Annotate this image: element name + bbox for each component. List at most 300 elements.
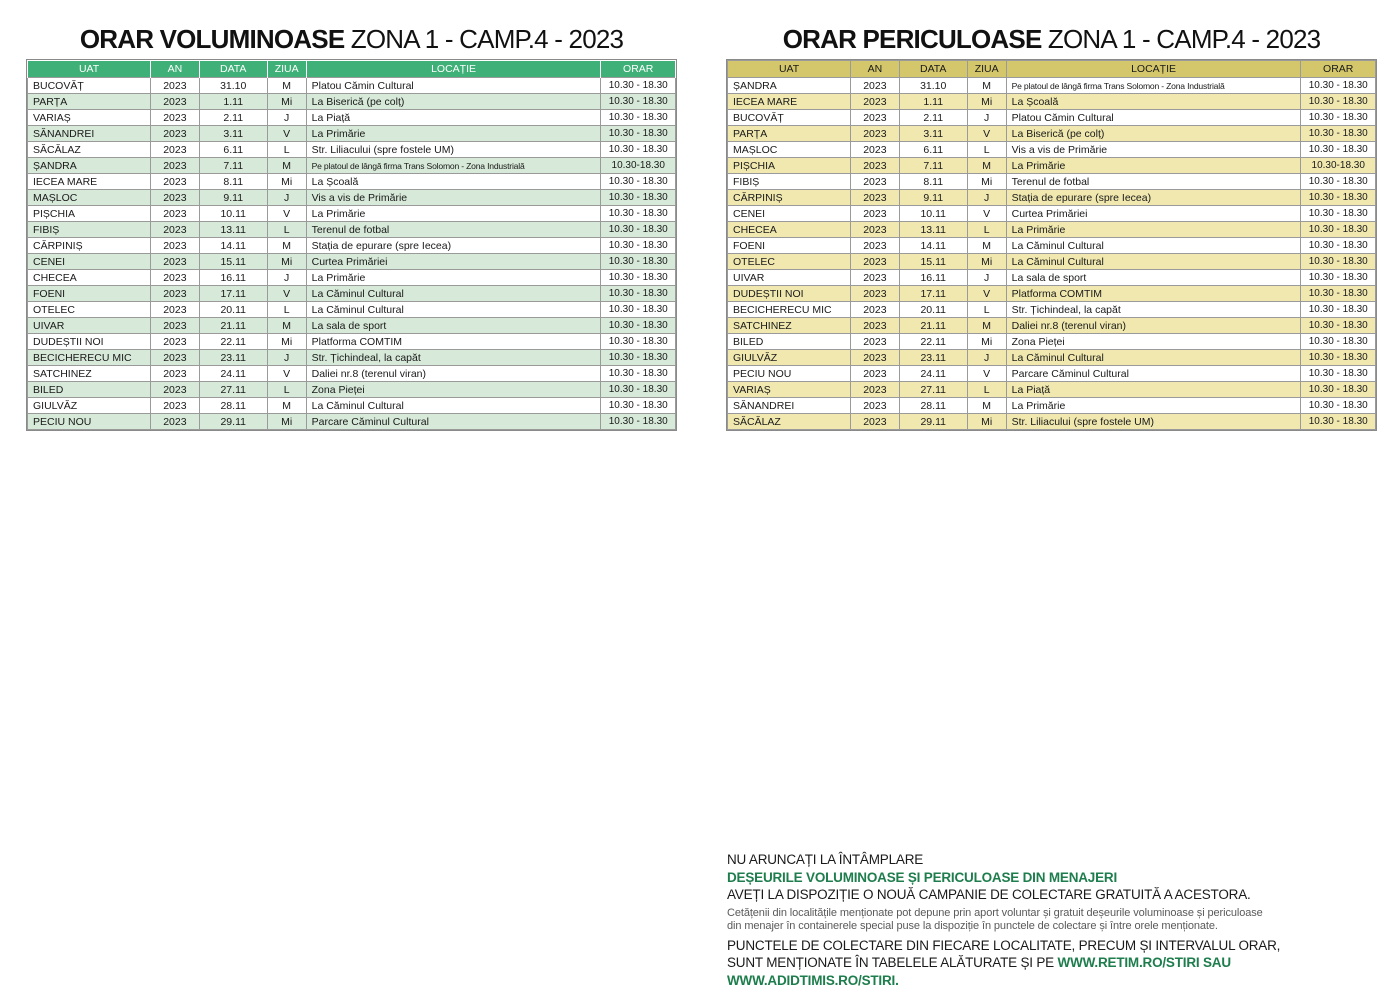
cell: 10.30 - 18.30	[1301, 126, 1376, 142]
header-cell-uat: UAT	[28, 61, 151, 78]
cell: J	[267, 270, 306, 286]
cell: 10.30 - 18.30	[1301, 382, 1376, 398]
cell: Str. Liliacului (spre fostele UM)	[306, 142, 601, 158]
cell: BECICHERECU MIC	[728, 302, 851, 318]
cell: 29.11	[899, 414, 967, 430]
table-row	[728, 254, 1376, 270]
cell: 6.11	[199, 142, 267, 158]
cell: Vis a vis de Primărie	[1006, 142, 1301, 158]
cell: Mi	[267, 334, 306, 350]
header-cell-uat: UAT	[728, 61, 851, 78]
periculoase-title	[727, 24, 1376, 55]
table-row	[28, 286, 676, 302]
cell: La Școală	[306, 174, 601, 190]
cell: PIȘCHIA	[28, 206, 151, 222]
cell: CĂRPINIȘ	[728, 190, 851, 206]
cell: La Primărie	[1006, 158, 1301, 174]
cell: 2023	[851, 382, 900, 398]
cell: 10.30 - 18.30	[601, 190, 676, 206]
cell: BILED	[28, 382, 151, 398]
voluminoase-table-body	[28, 78, 676, 430]
table-row	[728, 142, 1376, 158]
cell: SĂCĂLAZ	[728, 414, 851, 430]
cell: Daliei nr.8 (terenul viran)	[1006, 318, 1301, 334]
cell: La Căminul Cultural	[1006, 254, 1301, 270]
cell: 2023	[851, 254, 900, 270]
cell: V	[267, 126, 306, 142]
cell: 17.11	[199, 286, 267, 302]
cell: 3.11	[899, 126, 967, 142]
cell: 10.30 - 18.30	[1301, 94, 1376, 110]
cell: 10.30-18.30	[601, 158, 676, 174]
cell: FIBIȘ	[28, 222, 151, 238]
cell: 7.11	[899, 158, 967, 174]
table-row	[28, 206, 676, 222]
cell: GIULVĂZ	[728, 350, 851, 366]
cell: J	[267, 110, 306, 126]
table-row	[28, 110, 676, 126]
cell: 10.30 - 18.30	[1301, 350, 1376, 366]
cell: Mi	[967, 334, 1006, 350]
cell: 10.30 - 18.30	[1301, 366, 1376, 382]
cell: 13.11	[899, 222, 967, 238]
table-row	[28, 78, 676, 94]
cell: Zona Pieței	[1006, 334, 1301, 350]
cell: Pe platoul de lângă firma Trans Solomon - Zona Industrială	[1006, 78, 1301, 94]
cell: 24.11	[199, 366, 267, 382]
cell: 10.30 - 18.30	[601, 126, 676, 142]
cell: 2023	[851, 110, 900, 126]
table-row	[28, 222, 676, 238]
cell: 10.30 - 18.30	[601, 318, 676, 334]
table-row	[728, 334, 1376, 350]
voluminoase-title-main: ORAR VOLUMINOASE	[79, 24, 345, 54]
table-row	[28, 302, 676, 318]
cell: 10.30 - 18.30	[1301, 78, 1376, 94]
cell: 16.11	[899, 270, 967, 286]
header-cell-orar: ORAR	[1301, 61, 1376, 78]
footer-headline-5	[727, 954, 1392, 989]
footer-headline-2: DEȘEURILE VOLUMINOASE ȘI PERICULOASE DIN MENAJERI	[727, 869, 1117, 885]
cell: 31.10	[199, 78, 267, 94]
cell: 2023	[151, 366, 200, 382]
cell: 10.30 - 18.30	[1301, 318, 1376, 334]
cell: 10.30 - 18.30	[601, 78, 676, 94]
table-row	[28, 350, 676, 366]
cell: 15.11	[199, 254, 267, 270]
table-row	[728, 270, 1376, 286]
table-row	[728, 110, 1376, 126]
cell: Platou Cămin Cultural	[306, 78, 601, 94]
cell: 10.30 - 18.30	[601, 286, 676, 302]
cell: 28.11	[899, 398, 967, 414]
cell: 2023	[151, 414, 200, 430]
cell: 2023	[851, 222, 900, 238]
cell: Terenul de fotbal	[1006, 174, 1301, 190]
header-cell-locaie: LOCAȚIE	[306, 61, 601, 78]
cell: 10.30 - 18.30	[601, 174, 676, 190]
cell: Mi	[967, 174, 1006, 190]
footer-headline-4: PUNCTELE DE COLECTARE DIN FIECARE LOCALITATE, PRECUM ȘI INTERVALUL ORAR,	[727, 937, 1281, 953]
cell: V	[267, 366, 306, 382]
cell: 2023	[851, 366, 900, 382]
cell: 10.30-18.30	[1301, 158, 1376, 174]
cell: La sala de sport	[306, 318, 601, 334]
cell: V	[267, 286, 306, 302]
cell: 23.11	[899, 350, 967, 366]
voluminoase-title-sub: ZONA 1 - CAMP.4 - 2023	[350, 24, 624, 54]
cell: Mi	[267, 94, 306, 110]
table-row	[28, 142, 676, 158]
cell: 10.30 - 18.30	[601, 414, 676, 430]
periculoase-table	[727, 60, 1376, 430]
cell: 21.11	[199, 318, 267, 334]
cell: L	[967, 382, 1006, 398]
cell: La Căminul Cultural	[1006, 238, 1301, 254]
cell: 10.30 - 18.30	[601, 366, 676, 382]
cell: Platforma COMTIM	[1006, 286, 1301, 302]
cell: 10.30 - 18.30	[1301, 334, 1376, 350]
cell: La Piață	[306, 110, 601, 126]
cell: 2023	[851, 94, 900, 110]
table-row	[728, 78, 1376, 94]
cell: 10.30 - 18.30	[1301, 270, 1376, 286]
cell: FIBIȘ	[728, 174, 851, 190]
cell: V	[967, 286, 1006, 302]
cell: 2023	[851, 142, 900, 158]
cell: PIȘCHIA	[728, 158, 851, 174]
cell: La Primărie	[306, 126, 601, 142]
cell: 2023	[151, 94, 200, 110]
cell: 1.11	[199, 94, 267, 110]
cell: 10.30 - 18.30	[1301, 206, 1376, 222]
cell: 7.11	[199, 158, 267, 174]
cell: 10.30 - 18.30	[1301, 398, 1376, 414]
cell: M	[267, 398, 306, 414]
cell: M	[267, 158, 306, 174]
table-row	[28, 174, 676, 190]
table-row	[728, 318, 1376, 334]
table-row	[28, 190, 676, 206]
cell: 29.11	[199, 414, 267, 430]
cell: PARȚA	[28, 94, 151, 110]
cell: 2023	[851, 350, 900, 366]
table-row	[28, 238, 676, 254]
cell: Mi	[267, 414, 306, 430]
cell: 2023	[151, 286, 200, 302]
cell: Mi	[967, 414, 1006, 430]
periculoase-title-sub: ZONA 1 - CAMP.4 - 2023	[1047, 24, 1321, 54]
cell: La sala de sport	[1006, 270, 1301, 286]
cell: 22.11	[199, 334, 267, 350]
cell: M	[267, 238, 306, 254]
voluminoase-panel	[27, 24, 676, 430]
cell: CENEI	[728, 206, 851, 222]
cell: 8.11	[899, 174, 967, 190]
cell: 28.11	[199, 398, 267, 414]
cell: V	[267, 206, 306, 222]
cell: 10.11	[199, 206, 267, 222]
cell: 10.30 - 18.30	[601, 110, 676, 126]
cell: 2023	[151, 78, 200, 94]
cell: 2023	[151, 398, 200, 414]
cell: Mi	[967, 94, 1006, 110]
cell: 10.11	[899, 206, 967, 222]
cell: BILED	[728, 334, 851, 350]
cell: La Căminul Cultural	[1006, 350, 1301, 366]
cell: 2023	[151, 318, 200, 334]
cell: 2023	[151, 302, 200, 318]
table-row	[728, 206, 1376, 222]
cell: Daliei nr.8 (terenul viran)	[306, 366, 601, 382]
cell: 10.30 - 18.30	[1301, 414, 1376, 430]
cell: J	[967, 110, 1006, 126]
cell: 2023	[851, 414, 900, 430]
cell: J	[967, 190, 1006, 206]
cell: La Biserică (pe colț)	[1006, 126, 1301, 142]
cell: 10.30 - 18.30	[1301, 174, 1376, 190]
cell: 2.11	[199, 110, 267, 126]
cell: Curtea Primăriei	[306, 254, 601, 270]
cell: 2023	[151, 222, 200, 238]
cell: L	[267, 302, 306, 318]
cell: La Căminul Cultural	[306, 286, 601, 302]
cell: 2023	[851, 286, 900, 302]
cell: 6.11	[899, 142, 967, 158]
cell: La Căminul Cultural	[306, 398, 601, 414]
table-row	[28, 254, 676, 270]
table-row	[728, 382, 1376, 398]
cell: Vis a vis de Primărie	[306, 190, 601, 206]
cell: L	[267, 382, 306, 398]
cell: La Primărie	[306, 270, 601, 286]
cell: Str. Țichindeal, la capăt	[1006, 302, 1301, 318]
cell: 2023	[851, 158, 900, 174]
cell: 9.11	[199, 190, 267, 206]
cell: 2023	[851, 334, 900, 350]
cell: Stația de epurare (spre Iecea)	[306, 238, 601, 254]
table-row	[728, 190, 1376, 206]
cell: 10.30 - 18.30	[601, 270, 676, 286]
cell: VARIAȘ	[28, 110, 151, 126]
periculoase-title-main: ORAR PERICULOASE	[782, 24, 1042, 54]
cell: 2.11	[899, 110, 967, 126]
cell: 8.11	[199, 174, 267, 190]
cell: 21.11	[899, 318, 967, 334]
cell: J	[967, 350, 1006, 366]
cell: 10.30 - 18.30	[1301, 222, 1376, 238]
cell: SATCHINEZ	[28, 366, 151, 382]
footer-website-links[interactable]: WWW.RETIM.RO/STIRI SAU WWW.ADIDTIMIS.RO/STIRI.	[727, 955, 1231, 988]
table-row	[728, 350, 1376, 366]
cell: 16.11	[199, 270, 267, 286]
cell: 10.30 - 18.30	[1301, 254, 1376, 270]
cell: V	[967, 126, 1006, 142]
cell: Pe platoul de lângă firma Trans Solomon - Zona Industrială	[306, 158, 601, 174]
cell: V	[967, 366, 1006, 382]
cell: 10.30 - 18.30	[601, 350, 676, 366]
cell: Platou Cămin Cultural	[1006, 110, 1301, 126]
cell: 2023	[851, 174, 900, 190]
header-cell-ziua: ZIUA	[267, 61, 306, 78]
cell: M	[967, 78, 1006, 94]
cell: J	[267, 190, 306, 206]
cell: M	[967, 238, 1006, 254]
cell: 2023	[151, 382, 200, 398]
cell: Platforma COMTIM	[306, 334, 601, 350]
cell: BUCOVĂȚ	[28, 78, 151, 94]
cell: 20.11	[199, 302, 267, 318]
cell: 2023	[151, 126, 200, 142]
cell: La Piață	[1006, 382, 1301, 398]
cell: OTELEC	[28, 302, 151, 318]
cell: 2023	[851, 206, 900, 222]
cell: 2023	[851, 318, 900, 334]
cell: 10.30 - 18.30	[1301, 302, 1376, 318]
cell: 10.30 - 18.30	[1301, 110, 1376, 126]
cell: L	[967, 142, 1006, 158]
header-cell-an: AN	[851, 61, 900, 78]
cell: J	[267, 350, 306, 366]
cell: FOENI	[728, 238, 851, 254]
cell: M	[967, 158, 1006, 174]
cell: CHECEA	[28, 270, 151, 286]
table-row	[728, 158, 1376, 174]
cell: M	[967, 318, 1006, 334]
cell: L	[967, 302, 1006, 318]
table-row	[28, 126, 676, 142]
cell: IECEA MARE	[728, 94, 851, 110]
cell: La Căminul Cultural	[306, 302, 601, 318]
cell: 10.30 - 18.30	[601, 398, 676, 414]
footer-headline-1: NU ARUNCAȚI LA ÎNTÂMPLARE	[727, 852, 924, 867]
table-row	[28, 382, 676, 398]
cell: 10.30 - 18.30	[1301, 142, 1376, 158]
cell: MAȘLOC	[728, 142, 851, 158]
cell: 2023	[151, 238, 200, 254]
periculoase-header-row	[728, 61, 1376, 78]
cell: 14.11	[899, 238, 967, 254]
cell: CĂRPINIȘ	[28, 238, 151, 254]
cell: SĂNANDREI	[728, 398, 851, 414]
cell: 27.11	[199, 382, 267, 398]
cell: 10.30 - 18.30	[601, 206, 676, 222]
cell: UIVAR	[28, 318, 151, 334]
cell: M	[967, 398, 1006, 414]
cell: 2023	[851, 238, 900, 254]
cell: 10.30 - 18.30	[1301, 190, 1376, 206]
cell: M	[267, 78, 306, 94]
cell: MAȘLOC	[28, 190, 151, 206]
cell: Terenul de fotbal	[306, 222, 601, 238]
cell: Mi	[967, 254, 1006, 270]
cell: 31.10	[899, 78, 967, 94]
table-row	[728, 398, 1376, 414]
table-row	[728, 174, 1376, 190]
cell: BUCOVĂȚ	[728, 110, 851, 126]
cell: 22.11	[899, 334, 967, 350]
table-row	[728, 94, 1376, 110]
cell: Mi	[267, 174, 306, 190]
cell: DUDEȘTII NOI	[28, 334, 151, 350]
cell: 9.11	[899, 190, 967, 206]
cell: Mi	[267, 254, 306, 270]
cell: 10.30 - 18.30	[601, 142, 676, 158]
table-row	[28, 318, 676, 334]
cell: 2023	[851, 126, 900, 142]
cell: 2023	[151, 190, 200, 206]
cell: PECIU NOU	[28, 414, 151, 430]
header-cell-an: AN	[151, 61, 200, 78]
cell: UIVAR	[728, 270, 851, 286]
cell: J	[967, 270, 1006, 286]
cell: Stația de epurare (spre Iecea)	[1006, 190, 1301, 206]
cell: 10.30 - 18.30	[601, 222, 676, 238]
cell: 10.30 - 18.30	[1301, 286, 1376, 302]
cell: L	[267, 222, 306, 238]
cell: 15.11	[899, 254, 967, 270]
table-row	[28, 94, 676, 110]
cell: FOENI	[28, 286, 151, 302]
cell: La Primărie	[306, 206, 601, 222]
table-row	[28, 270, 676, 286]
cell: VARIAȘ	[728, 382, 851, 398]
cell: La Primărie	[1006, 398, 1301, 414]
table-row	[728, 286, 1376, 302]
cell: 27.11	[899, 382, 967, 398]
cell: La Primărie	[1006, 222, 1301, 238]
cell: 2023	[851, 270, 900, 286]
voluminoase-header-row	[28, 61, 676, 78]
cell: ȘANDRA	[28, 158, 151, 174]
cell: 10.30 - 18.30	[601, 334, 676, 350]
cell: V	[967, 206, 1006, 222]
cell: La Școală	[1006, 94, 1301, 110]
cell: PECIU NOU	[728, 366, 851, 382]
cell: Str. Țichindeal, la capăt	[306, 350, 601, 366]
cell: 10.30 - 18.30	[601, 382, 676, 398]
cell: 2023	[151, 110, 200, 126]
cell: 2023	[851, 190, 900, 206]
cell: 10.30 - 18.30	[601, 302, 676, 318]
cell: 3.11	[199, 126, 267, 142]
cell: 2023	[151, 270, 200, 286]
cell: PARȚA	[728, 126, 851, 142]
table-row	[28, 334, 676, 350]
cell: 2023	[151, 174, 200, 190]
cell: M	[267, 318, 306, 334]
cell: 10.30 - 18.30	[1301, 238, 1376, 254]
cell: OTELEC	[728, 254, 851, 270]
cell: 14.11	[199, 238, 267, 254]
cell: DUDEȘTII NOI	[728, 286, 851, 302]
periculoase-table-body	[728, 78, 1376, 430]
footer-links-prefix: SUNT MENȚIONATE ÎN TABELELE ALĂTURATE ȘI PE	[727, 955, 1058, 970]
table-row	[28, 414, 676, 430]
cell: 2023	[151, 206, 200, 222]
cell: Zona Pieței	[306, 382, 601, 398]
cell: SĂCĂLAZ	[28, 142, 151, 158]
table-row	[728, 414, 1376, 430]
header-cell-ziua: ZIUA	[967, 61, 1006, 78]
cell: 2023	[151, 158, 200, 174]
cell: CENEI	[28, 254, 151, 270]
cell: L	[267, 142, 306, 158]
cell: ȘANDRA	[728, 78, 851, 94]
cell: 20.11	[899, 302, 967, 318]
footer-smallprint-1: Cetățenii din localitățile menționate pot depune prin aport voluntar și gratuit deșeurile voluminoase și periculoase	[727, 906, 1263, 919]
cell: 2023	[151, 334, 200, 350]
